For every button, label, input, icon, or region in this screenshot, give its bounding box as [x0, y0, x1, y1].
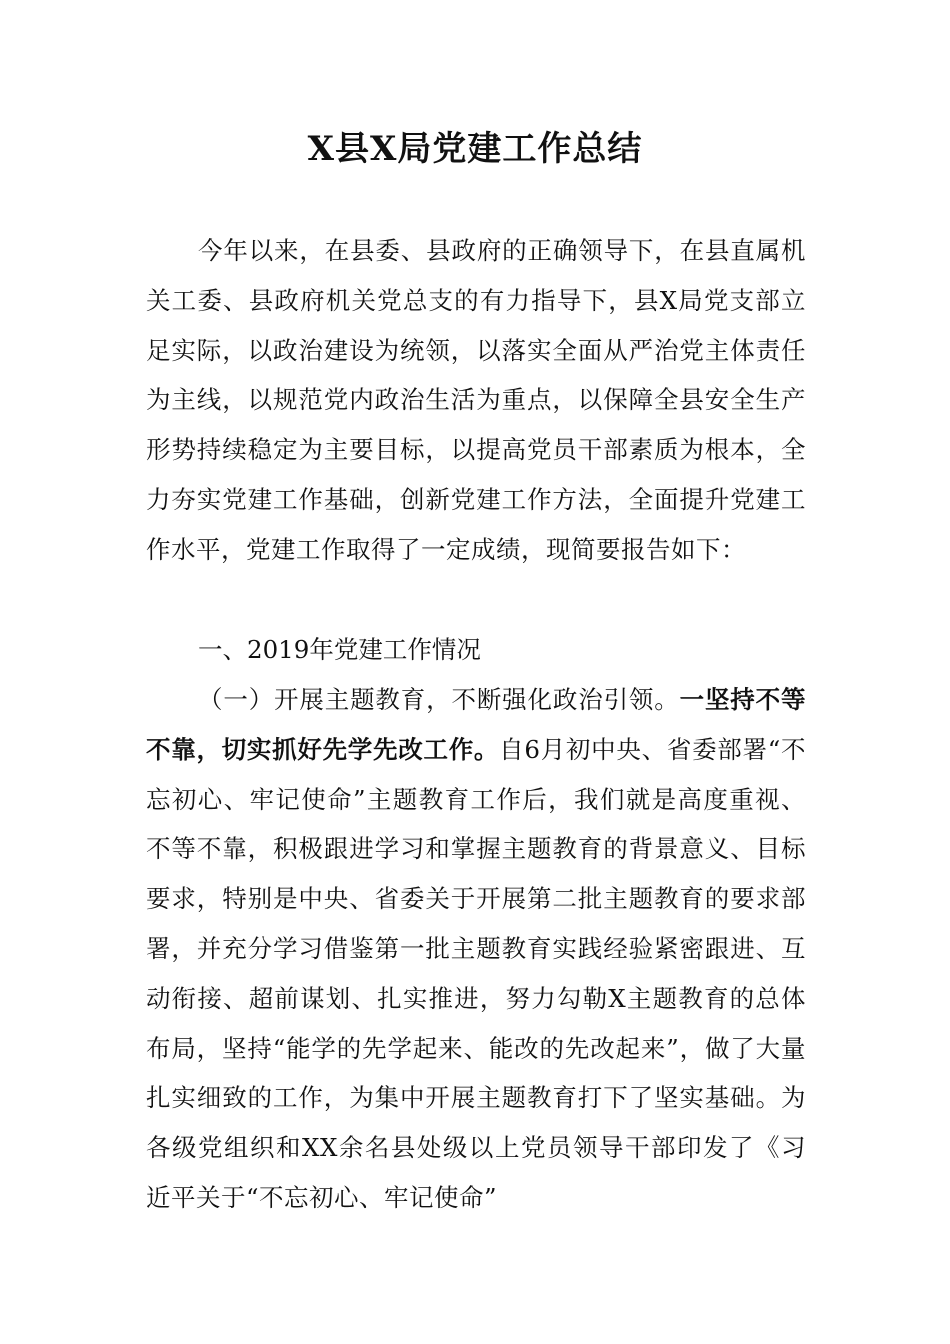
- subsection-paragraph: [146, 675, 806, 1223]
- subsection-bold-lead: 一坚持不等不靠，切实抓好先学先改工作。: [146, 685, 807, 764]
- intro-paragraph: 今年以来，在县委、县政府的正确领导下，在县直属机关工委、县政府机关党总支的有力指导下，县X局党支部立足实际，以政治建设为统领，以落实全面从严治党主体责任为主线，以规范党内政治生活为重点，以保障全县安全生产形势持续稳定为主要目标，以提高党员干部素质为根本，全力夯实党建工作基础，创新党建工作方法，全面提升党建工作水平，党建工作取得了一定成绩，现简要报告如下：: [146, 236, 806, 564]
- document-title: X县X局党建工作总结: [307, 129, 643, 169]
- section-heading: 一、2019年党建工作情况: [198, 635, 481, 664]
- subsection-text: 自6月初中央、省委部署“不忘初心、牢记使命”主题教育工作后，我们就是高度重视、不等不靠，积极跟进学习和掌握主题教育的背景意义、目标要求，特别是中央、省委关于开展第二批主题教育的要求部署，并充分学习借鉴第一批主题教育实践经验紧密跟进、互动衔接、超前谋划、扎实推进，努力勾勒X主题教育的总体布局，坚持“能学的先学起来、能改的先改起来”，做了大量扎实细致的工作，为集中开展主题教育打下了坚实基础。为各级党组织和XX余名县处级以上党员领导干部印发了《习近平关于“不忘初心、牢记使命”: [146, 734, 806, 1212]
- subsection-lead: （一）开展主题教育，不断强化政治引领。: [198, 685, 680, 714]
